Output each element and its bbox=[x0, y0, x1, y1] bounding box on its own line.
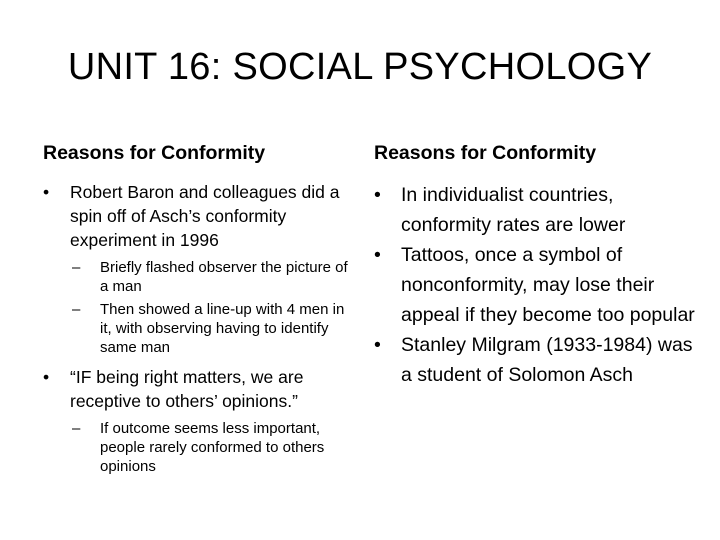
sub-bullet-item bbox=[70, 419, 353, 476]
bullet-text: Tattoos, once a symbol of nonconformity, may lose their appeal if they become too popular bbox=[401, 244, 695, 326]
left-bullet-list bbox=[43, 180, 353, 476]
sub-bullet-item bbox=[70, 258, 353, 296]
bullet-item bbox=[43, 180, 353, 357]
right-bullet-list bbox=[374, 180, 704, 390]
bullet-item bbox=[374, 180, 704, 240]
bullet-marker: • bbox=[374, 334, 381, 356]
dash-marker: – bbox=[72, 420, 81, 437]
bullet-text: “IF being right matters, we are receptive to others’ opinions.” bbox=[70, 367, 304, 411]
bullet-text: In individualist countries, conformity rates are lower bbox=[401, 184, 626, 236]
right-column-heading: Reasons for Conformity bbox=[374, 142, 597, 164]
bullet-marker: • bbox=[43, 367, 50, 387]
bullet-text: Stanley Milgram (1933-1984) was a student of Solomon Asch bbox=[401, 334, 693, 386]
bullet-text: Robert Baron and colleagues did a spin off of Asch’s conformity experiment in 1996 bbox=[70, 182, 340, 250]
dash-marker: – bbox=[72, 301, 81, 318]
right-column bbox=[374, 140, 704, 390]
bullet-marker: • bbox=[374, 184, 381, 206]
slide-title: UNIT 16: SOCIAL PSYCHOLOGY bbox=[67, 46, 653, 88]
bullet-item bbox=[43, 365, 353, 476]
bullet-marker: • bbox=[374, 244, 381, 266]
bullet-item bbox=[374, 330, 704, 390]
dash-marker: – bbox=[72, 259, 81, 276]
bullet-item bbox=[374, 240, 704, 330]
sub-bullet-text: Then showed a line-up with 4 men in it, with observing having to identify same man bbox=[100, 301, 345, 356]
sub-bullet-list bbox=[70, 419, 353, 476]
sub-bullet-item bbox=[70, 300, 353, 357]
left-column-heading: Reasons for Conformity bbox=[43, 142, 266, 164]
sub-bullet-list bbox=[70, 258, 353, 357]
left-column bbox=[43, 140, 353, 480]
sub-bullet-text: If outcome seems less important, people rarely conformed to others opinions bbox=[100, 420, 325, 475]
sub-bullet-text: Briefly flashed observer the picture of a man bbox=[100, 259, 348, 295]
bullet-marker: • bbox=[43, 182, 50, 202]
